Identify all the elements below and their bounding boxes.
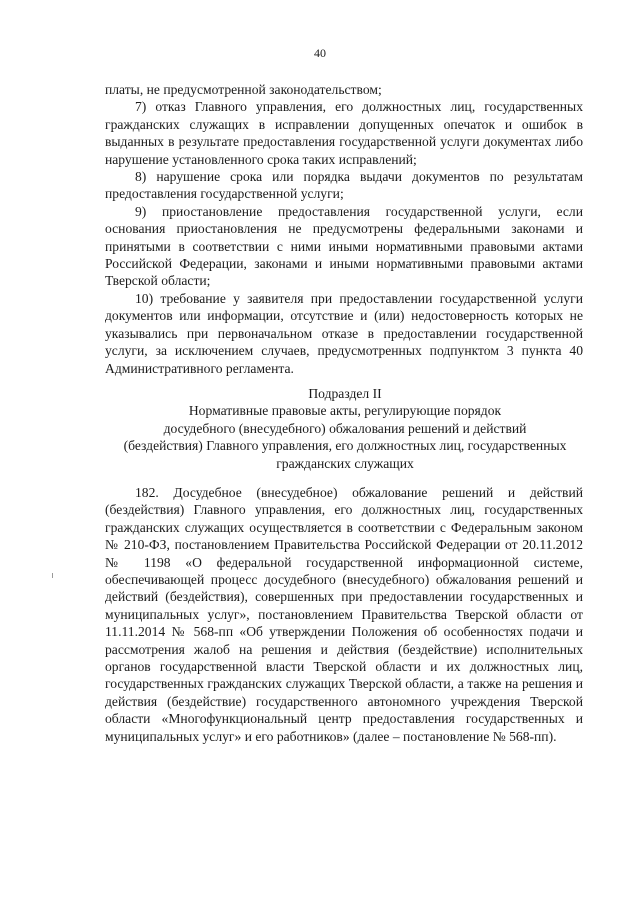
paragraph-item-10: 10) требование у заявителя при предоставлении государственной услуги документов или информации, отсутствие и (или) недостоверность которых не указывались при первоначальном отказе в предоставлении государственной услуги, за исключением случаев, предусмотренных подпунктом 3 пункта 40 Административного регламента. — [105, 290, 583, 376]
subsection-heading-line: гражданских служащих — [276, 455, 414, 471]
subsection-title: Подраздел II — [308, 386, 382, 401]
scan-margin-mark — [52, 573, 53, 578]
paragraph-continuation: платы, не предусмотренной законодательством; — [105, 82, 382, 97]
subsection-heading-line: досудебного (внесудебного) обжалования решений и действий — [163, 420, 527, 436]
subsection-heading-line: Нормативные правовые акты, регулирующие порядок — [188, 403, 502, 419]
subsection-heading — [95, 385, 595, 472]
text-block-continued-list — [105, 81, 583, 377]
paragraph-item-8: 8) нарушение срока или порядка выдачи документов по результатам предоставления государственной услуги; — [105, 169, 583, 202]
paragraph-item-7: 7) отказ Главного управления, его должностных лиц, государственных гражданских служащих в исправлении допущенных опечаток и ошибок в выданных в результате предоставления государственной услуги документах либо нарушение установленного срока таких исправлений; — [105, 99, 583, 167]
paragraph-182: 182. Досудебное (внесудебное) обжалование решений и действий (бездействия) Главного управления, его должностных лиц, государственных гражданских служащих осуществляется в соответствии с Федеральным законом № 210-ФЗ, постановлением Правительства Российской Федерации от 20.11.2012 № 1198 «О федеральной государственной информационной системе, обеспечивающей процесс досудебного (внесудебного) обжалования решений и действий (бездействия), совершенных при предоставлении государственных и муниципальных услуг», постановлением Правительства Тверской области от 11.11.2014 № 568-пп «Об утверждении Положения об особенностях подачи и рассмотрения жалоб на решения и действия (бездействие) исполнительных органов государственной власти Тверской области и их должностных лиц, государственных гражданских служащих Тверской области, а также на решения и действия (бездействие) государственного автономного учреждения Тверской области «Многофункциональный центр предоставления государственных и муниципальных услуг» и его работников» (далее – постановление № 568-пп). — [105, 485, 583, 744]
text-block-paragraph-182 — [105, 484, 583, 745]
paragraph-item-9: 9) приостановление предоставления государственной услуги, если основания приостановления не предусмотрены федеральными законами и принятыми в соответствии с ними иными нормативными правовыми актами Российской Федерации, законами и иными нормативными правовыми актами Тверской области; — [105, 203, 583, 289]
subsection-heading-line: (бездействия) Главного управления, его должностных лиц, государственных — [123, 438, 567, 454]
page-number: 40 — [314, 46, 326, 60]
